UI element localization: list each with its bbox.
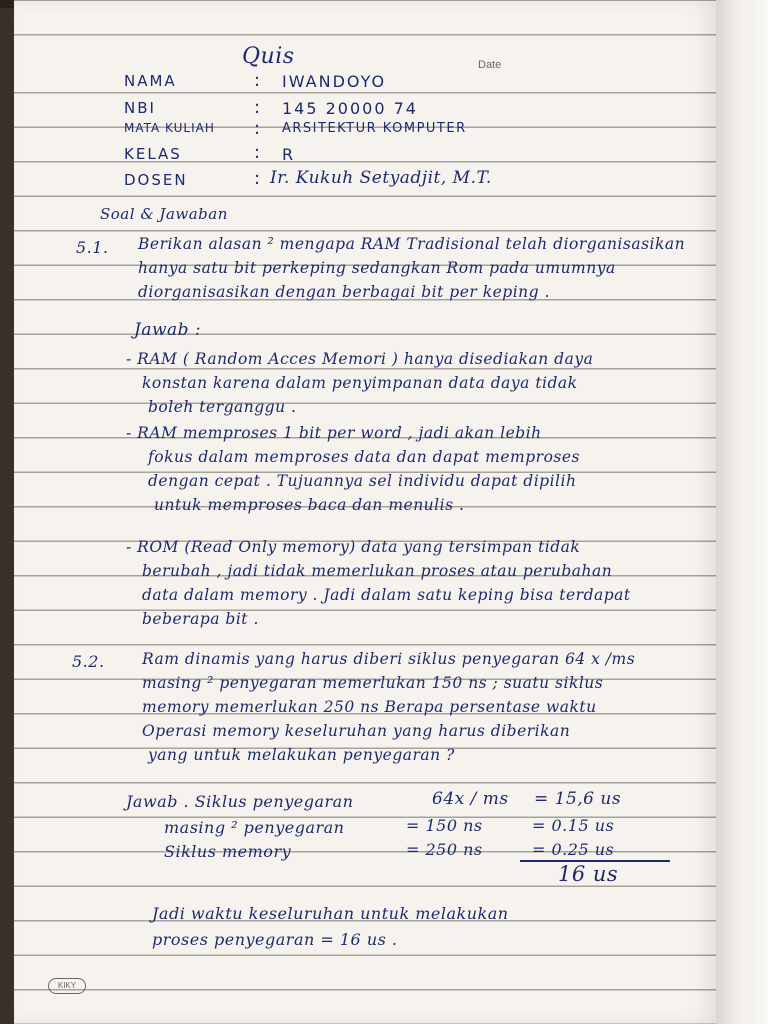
q1-line: Berikan alasan ² mengapa RAM Tradisional telah diorganisasikan <box>138 235 686 253</box>
calc-result: = 15,6 us <box>534 789 622 809</box>
conclusion-line: Jadi waktu keseluruhan untuk melakukan <box>152 904 509 923</box>
q2-number: 5.2. <box>72 652 105 671</box>
q1-answer-line: fokus dalam memproses data dan dapat memproses <box>148 448 580 466</box>
dosen-value: Ir. Kukuh Setyadjit, M.T. <box>270 168 492 188</box>
kelas-value: R <box>282 145 296 164</box>
nbi-separator: : <box>254 97 263 118</box>
page-title: Quis <box>242 44 295 69</box>
nama-value: IWANDOYO <box>282 72 387 91</box>
q1-answer-label: Jawab : <box>134 320 202 340</box>
q2-line: Operasi memory keseluruhan yang harus diberikan <box>142 722 571 740</box>
q1-answer-line: data dalam memory . Jadi dalam satu keping bisa terdapat <box>142 586 631 604</box>
kelas-label: KELAS <box>124 145 182 163</box>
q1-answer-line: dengan cepat . Tujuannya sel individu dapat dipilih <box>148 472 577 490</box>
notebook-brand-logo: KIKY <box>48 978 86 994</box>
q1-line: diorganisasikan dengan berbagai bit per keping . <box>138 283 550 301</box>
matkul-label: MATA KULIAH <box>124 121 215 135</box>
calc-expr: = 250 ns <box>406 840 483 859</box>
q1-answer-line: - RAM memproses 1 bit per word , jadi akan lebih <box>126 424 542 442</box>
q2-line: yang untuk melakukan penyegaran ? <box>148 746 455 764</box>
nama-label: NAMA <box>124 72 177 90</box>
q1-answer-line: boleh terganggu . <box>148 398 297 416</box>
dosen-separator: : <box>254 168 263 189</box>
nbi-label: NBI <box>124 99 156 117</box>
q1-answer-line: - ROM (Read Only memory) data yang tersimpan tidak <box>126 538 581 556</box>
dosen-label: DOSEN <box>124 171 188 189</box>
q1-answer-line: beberapa bit . <box>142 610 259 628</box>
calc-result: = 0.25 us <box>532 840 615 859</box>
matkul-separator: : <box>254 118 263 139</box>
page-edge-shadow <box>716 0 768 1024</box>
calc-total: 16 us <box>558 862 619 886</box>
calc-expr: = 150 ns <box>406 816 483 835</box>
nama-separator: : <box>254 70 263 91</box>
section-title: Soal & Jawaban <box>100 205 228 223</box>
nbi-value: 145 20000 74 <box>282 99 418 118</box>
q2-line: masing ² penyegaran memerlukan 150 ns ; suatu siklus <box>142 674 604 692</box>
calc-result: = 0.15 us <box>532 816 615 835</box>
notebook-page <box>14 0 716 1024</box>
q2-line: Ram dinamis yang harus diberi siklus penyegaran 64 x /ms <box>142 650 636 668</box>
q1-line: hanya satu bit perkeping sedangkan Rom pada umumnya <box>138 259 616 277</box>
matkul-value: ARSITEKTUR KOMPUTER <box>282 121 467 136</box>
calc-label: Jawab . Siklus penyegaran <box>126 792 354 811</box>
conclusion-line: proses penyegaran = 16 us . <box>152 930 398 949</box>
date-label: Date <box>478 59 502 71</box>
q1-answer-line: - RAM ( Random Acces Memori ) hanya disediakan daya <box>126 350 594 368</box>
q1-answer-line: konstan karena dalam penyimpanan data daya tidak <box>142 374 578 392</box>
kelas-separator: : <box>254 142 263 163</box>
q2-line: memory memerlukan 250 ns Berapa persentase waktu <box>142 698 597 716</box>
q1-answer-line: berubah , jadi tidak memerlukan proses atau perubahan <box>142 562 613 580</box>
calc-expr: 64x / ms <box>432 789 509 809</box>
q1-answer-line: untuk memproses baca dan menulis . <box>154 496 465 514</box>
calc-label: masing ² penyegaran <box>164 818 345 837</box>
q1-number: 5.1. <box>76 238 109 257</box>
calc-label: Siklus memory <box>164 842 292 861</box>
